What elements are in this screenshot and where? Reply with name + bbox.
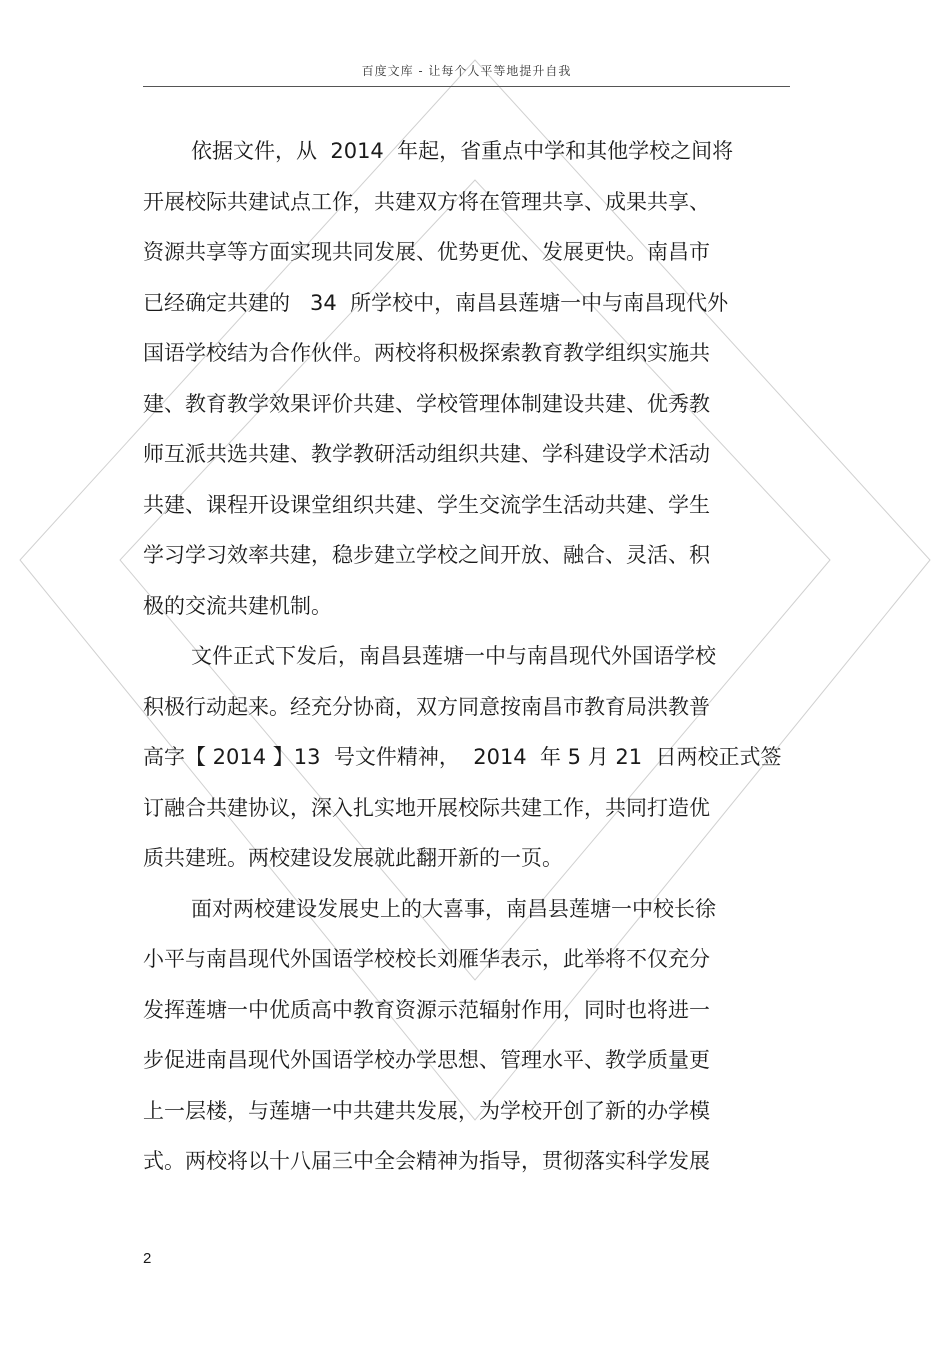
text-line: 师互派共选共建、教学教研活动组织共建、学科建设学术活动 — [143, 442, 710, 466]
text-line: 文件正式下发后，南昌县莲塘一中与南昌现代外国语学校 — [191, 644, 716, 668]
text-line: 面对两校建设发展史上的大喜事，南昌县莲塘一中校长徐 — [191, 896, 716, 921]
text-line: 依据文件，从 2014 年起，省重点中学和其他学校之间将 — [191, 139, 734, 163]
text-line: 式。两校将以十八届三中全会精神为指导，贯彻落实科学发展 — [143, 1149, 710, 1173]
paragraph-1 — [143, 126, 788, 631]
text-line: 步促进南昌现代外国语学校办学思想、管理水平、教学质量更 — [143, 1048, 710, 1072]
body-text — [143, 126, 788, 1187]
page-header: 百度文库 - 让每个人平等地提升自我 — [361, 64, 572, 78]
header-rule — [143, 86, 790, 87]
text-line: 开展校际共建试点工作，共建双方将在管理共享、成果共享、 — [143, 189, 710, 214]
text-line: 上一层楼，与莲塘一中共建共发展，为学校开创了新的办学模 — [143, 1098, 710, 1123]
text-line: 小平与南昌现代外国语学校校长刘雁华表示，此举将不仅充分 — [143, 947, 710, 971]
text-line: 高字【 2014 】13 号文件精神， 2014 年 5 月 21 日两校正式签 — [143, 745, 782, 769]
text-line: 积极行动起来。经充分协商，双方同意按南昌市教育局洪教普 — [143, 694, 710, 719]
text-line: 极的交流共建机制。 — [143, 593, 332, 618]
text-line: 订融合共建协议，深入扎实地开展校际共建工作，共同打造优 — [143, 795, 710, 820]
text-line: 已经确定共建的 34 所学校中，南昌县莲塘一中与南昌现代外 — [143, 290, 729, 315]
text-line: 质共建班。两校建设发展就此翻开新的一页。 — [143, 846, 563, 870]
text-line: 建、教育教学效果评价共建、学校管理体制建设共建、优秀教 — [143, 391, 710, 416]
text-line: 发挥莲塘一中优质高中教育资源示范辐射作用，同时也将进一 — [143, 997, 710, 1022]
paragraph-3 — [143, 884, 788, 1187]
page-number: 2 — [143, 1250, 152, 1267]
text-line: 共建、课程开设课堂组织共建、学生交流学生活动共建、学生 — [143, 492, 710, 517]
text-line: 学习学习效率共建，稳步建立学校之间开放、融合、灵活、积 — [143, 543, 710, 567]
text-line: 国语学校结为合作伙伴。两校将积极探索教育教学组织实施共 — [143, 341, 710, 365]
paragraph-2 — [143, 631, 788, 884]
text-line: 资源共享等方面实现共同发展、优势更优、发展更快。南昌市 — [143, 240, 710, 264]
